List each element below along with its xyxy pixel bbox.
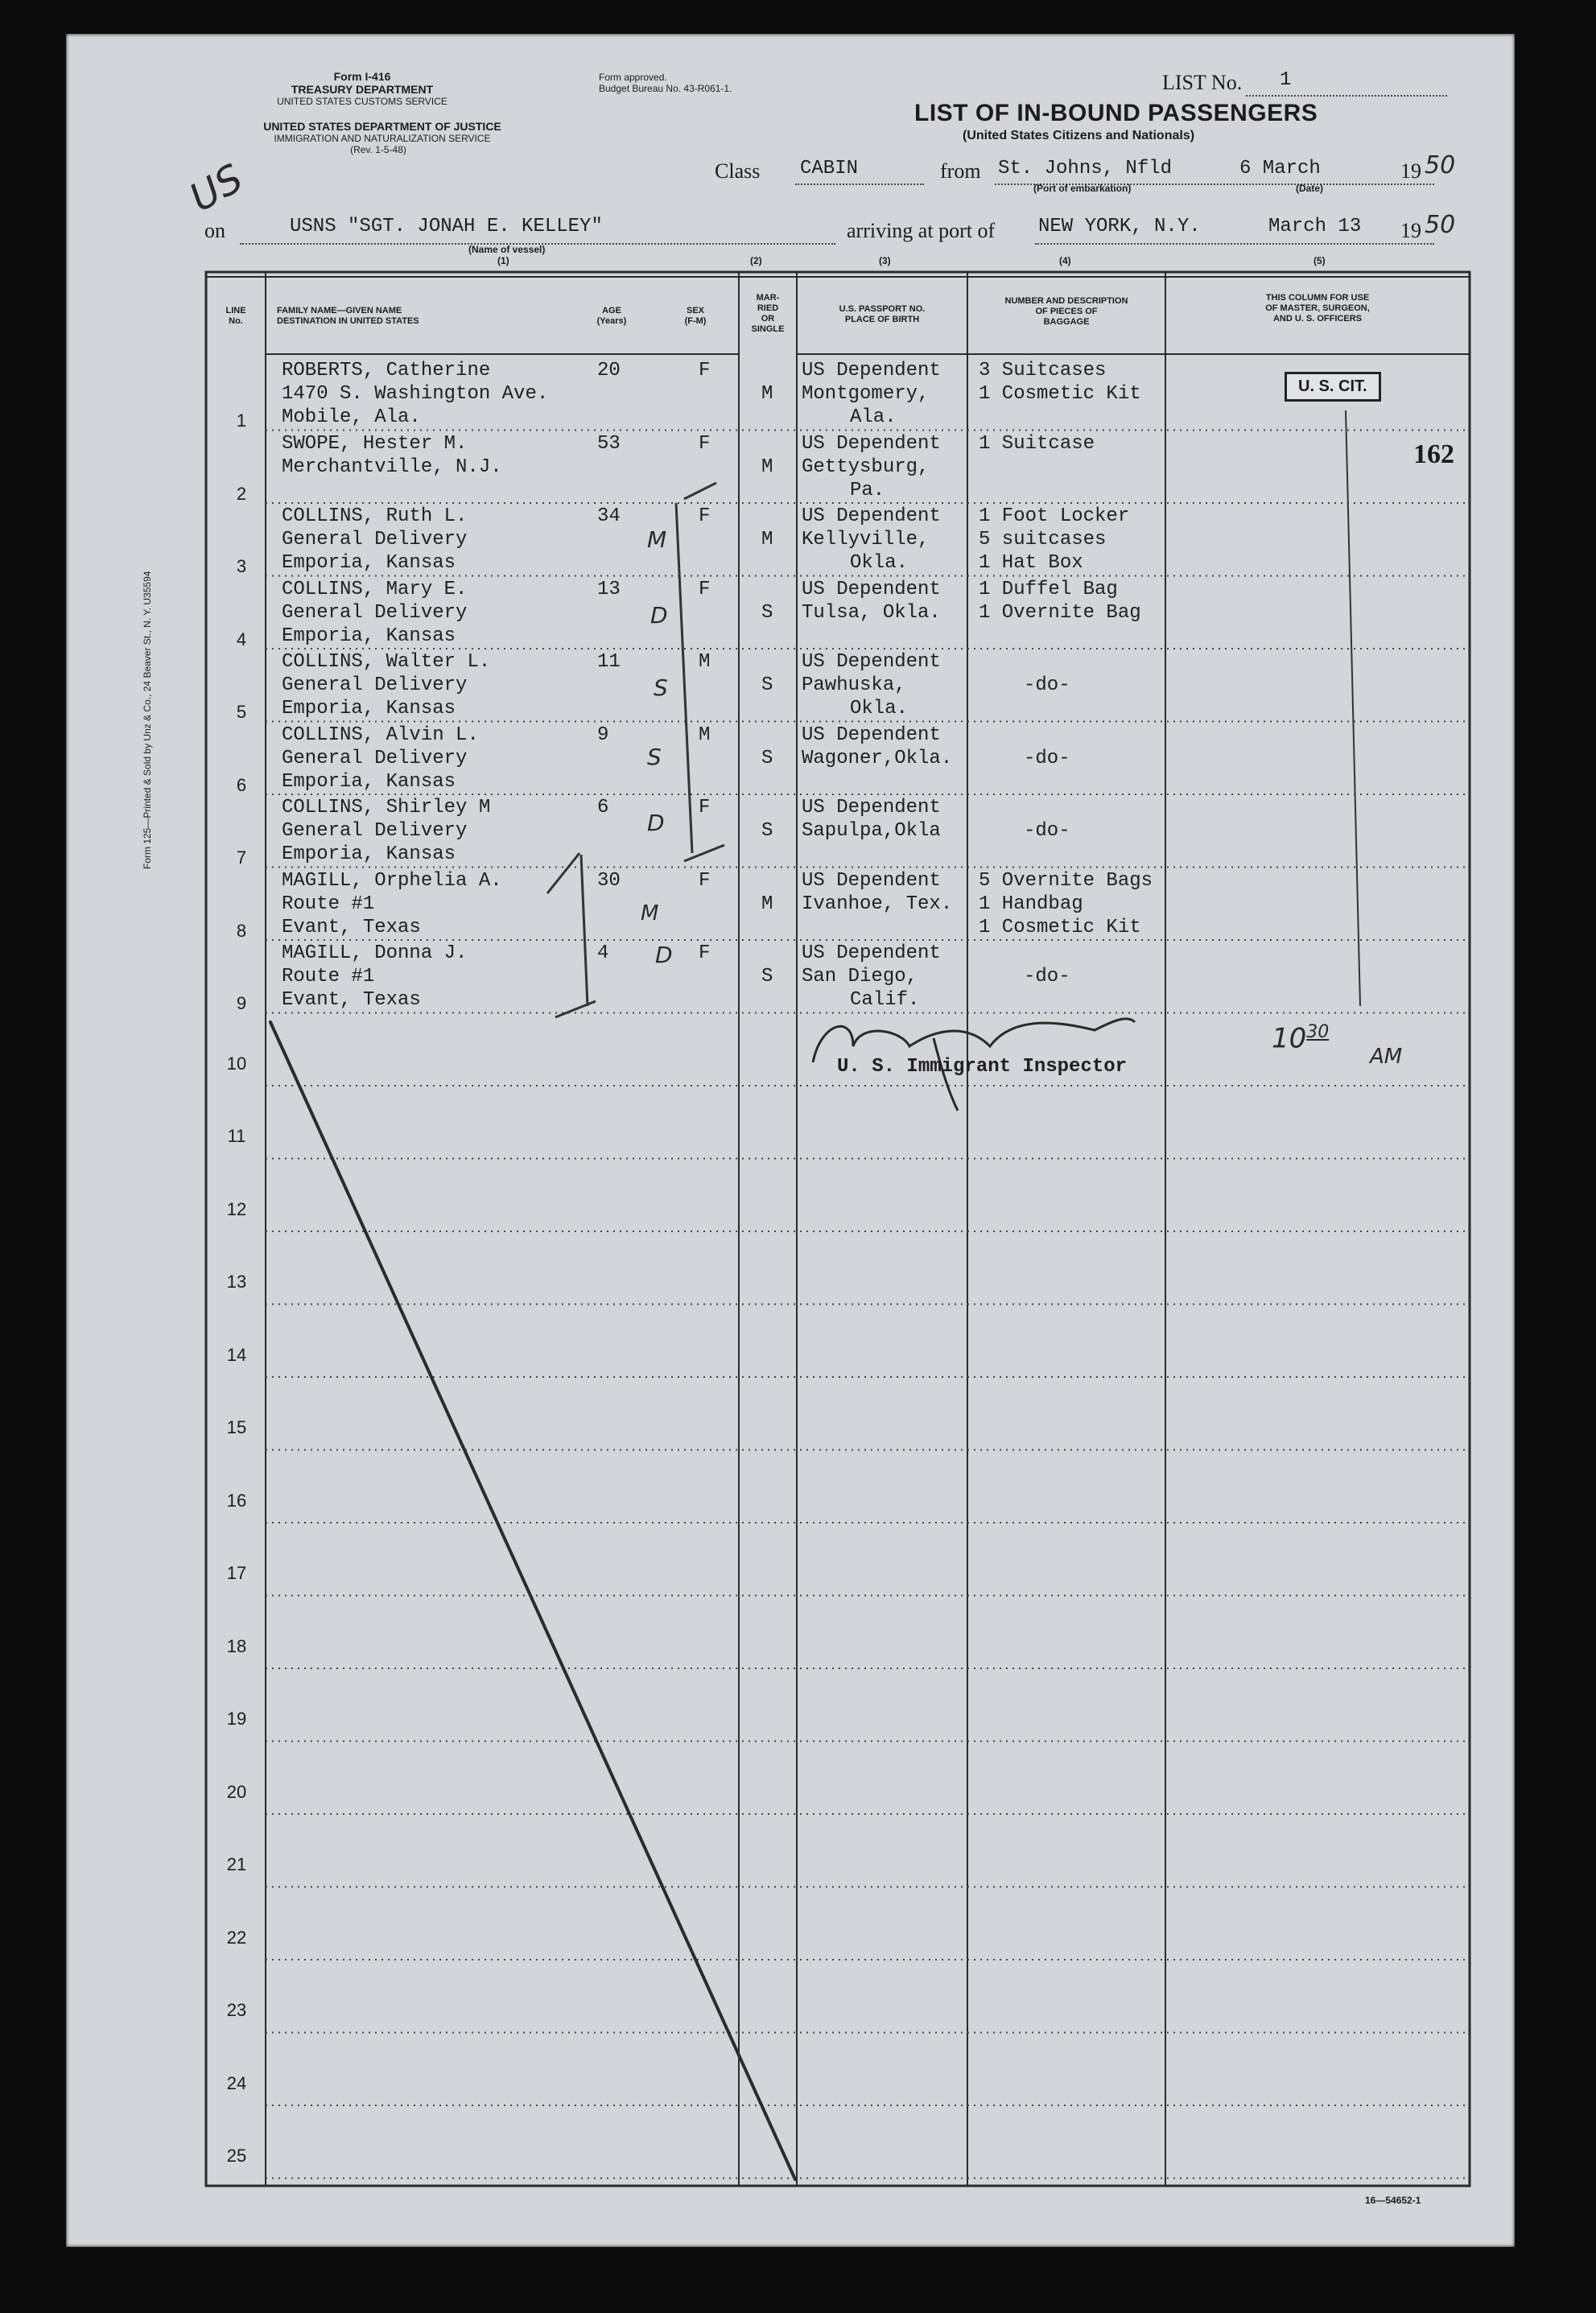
passenger-address-2: Emporia, Kansas bbox=[282, 552, 456, 574]
customs-service: UNITED STATES CUSTOMS SERVICE bbox=[277, 96, 447, 107]
colhead-line: LINE No. bbox=[225, 306, 246, 326]
passenger-marital: S bbox=[761, 674, 773, 696]
line-number: 23 bbox=[226, 2000, 247, 2020]
passenger-sex: M bbox=[699, 651, 711, 673]
baggage-line-1: 3 Suitcases bbox=[979, 360, 1107, 381]
passenger-age: 30 bbox=[597, 869, 621, 892]
vessel-caption: (Name of vessel) bbox=[468, 244, 546, 255]
vessel-name: USNS "SGT. JONAH E. KELLEY" bbox=[290, 216, 603, 237]
line-number: 3 bbox=[236, 556, 247, 576]
mark-magill-orphelia: M bbox=[641, 901, 659, 926]
passenger-age: 13 bbox=[597, 578, 621, 600]
passenger-marital: S bbox=[761, 601, 773, 624]
line-number: 13 bbox=[226, 1272, 247, 1292]
line-number: 7 bbox=[236, 847, 247, 868]
passenger-marital: S bbox=[761, 747, 773, 769]
passport-line-2: Wagoner,Okla. bbox=[802, 747, 953, 769]
mark-collins-ruth: M bbox=[647, 526, 667, 553]
col-ref-5: (5) bbox=[1314, 255, 1326, 266]
colhead-married: MAR- RIED OR SINGLE bbox=[751, 293, 785, 334]
passenger-sex: F bbox=[699, 578, 711, 600]
passport-line-1: US Dependent bbox=[802, 578, 941, 600]
arrival-year-prefix: 19 bbox=[1400, 219, 1421, 242]
justice-dept: UNITED STATES DEPARTMENT OF JUSTICE bbox=[263, 120, 501, 133]
passenger-address-1: General Delivery bbox=[282, 674, 468, 696]
embark-year-prefix: 19 bbox=[1400, 159, 1421, 183]
passenger-sex: F bbox=[699, 432, 711, 455]
passenger-age: 11 bbox=[597, 651, 621, 673]
revision: (Rev. 1-5-48) bbox=[350, 144, 406, 155]
baggage-line-2: 1 Handbag bbox=[979, 893, 1083, 915]
arrival-port: NEW YORK, N.Y. bbox=[1038, 216, 1201, 237]
passport-line-1: US Dependent bbox=[802, 432, 941, 455]
line-number: 22 bbox=[226, 1927, 247, 1948]
passenger-sex: M bbox=[699, 724, 711, 746]
footer-form-code: 16—54652-1 bbox=[1365, 2195, 1421, 2206]
passenger-address-1: General Delivery bbox=[282, 820, 468, 842]
passport-line-3: Calif. bbox=[850, 989, 920, 1011]
class-value: CABIN bbox=[800, 158, 859, 179]
line-number: 14 bbox=[226, 1344, 247, 1365]
passport-line-2: Ivanhoe, Tex. bbox=[802, 893, 953, 915]
passport-line-1: US Dependent bbox=[802, 360, 941, 381]
treasury-dept: TREASURY DEPARTMENT bbox=[291, 83, 434, 96]
col-ref-3: (3) bbox=[879, 255, 891, 266]
passport-line-2: Sapulpa,Okla bbox=[802, 820, 941, 842]
passport-line-2: Montgomery, bbox=[802, 383, 930, 405]
baggage-line-2: -do- bbox=[1024, 820, 1070, 842]
passenger-address-1: Route #1 bbox=[282, 966, 375, 987]
baggage-line-1: 1 Foot Locker bbox=[979, 505, 1130, 527]
line-number: 6 bbox=[236, 774, 247, 795]
baggage-line-2: 1 Overnite Bag bbox=[979, 601, 1141, 624]
passenger-name: ROBERTS, Catherine bbox=[282, 360, 491, 381]
colhead-sex: SEX (F-M) bbox=[684, 306, 707, 326]
passenger-address-1: 1470 S. Washington Ave. bbox=[282, 383, 549, 405]
mark-collins-walter: S bbox=[654, 674, 668, 701]
time-minutes: 30 bbox=[1306, 1022, 1330, 1042]
passenger-age: 34 bbox=[597, 505, 621, 527]
passenger-marital: M bbox=[761, 383, 773, 405]
passenger-address-2: Mobile, Ala. bbox=[282, 406, 421, 428]
passenger-name: SWOPE, Hester M. bbox=[282, 432, 468, 455]
passenger-age: 9 bbox=[597, 724, 609, 746]
ins-service: IMMIGRATION AND NATURALIZATION SERVICE bbox=[274, 133, 491, 144]
mark-collins-shirley: D bbox=[647, 810, 665, 836]
passenger-address-2: Emporia, Kansas bbox=[282, 698, 456, 719]
passenger-marital: M bbox=[761, 893, 773, 915]
line-number: 10 bbox=[226, 1053, 247, 1074]
passport-line-3: Okla. bbox=[850, 552, 909, 574]
line-number: 16 bbox=[226, 1490, 247, 1511]
passenger-address-1: General Delivery bbox=[282, 529, 468, 550]
passport-line-3: Pa. bbox=[850, 479, 885, 501]
passenger-sex: F bbox=[699, 869, 711, 892]
col-ref-2: (2) bbox=[750, 255, 762, 266]
line-number: 1 bbox=[236, 410, 247, 431]
baggage-line-3: 1 Hat Box bbox=[979, 552, 1083, 574]
line-number: 5 bbox=[236, 702, 247, 722]
page-subtitle: (United States Citizens and Nationals) bbox=[963, 129, 1195, 142]
colhead-age: AGE (Years) bbox=[596, 306, 627, 326]
page-number: 162 bbox=[1413, 439, 1454, 469]
inspector-label: U. S. Immigrant Inspector bbox=[837, 1056, 1128, 1078]
line-number: 12 bbox=[226, 1198, 247, 1219]
passenger-sex: F bbox=[699, 360, 711, 381]
line-number: 4 bbox=[236, 629, 247, 649]
colhead-name: FAMILY NAME—GIVEN NAME DESTINATION IN UNITED STATES bbox=[277, 306, 419, 326]
passenger-address-2: Emporia, Kansas bbox=[282, 843, 456, 865]
passport-line-3: Ala. bbox=[850, 406, 897, 428]
passport-line-1: US Dependent bbox=[802, 651, 941, 673]
budget-number: Budget Bureau No. 43-R061-1. bbox=[599, 83, 732, 94]
passport-line-2: Tulsa, Okla. bbox=[802, 601, 941, 624]
passenger-marital: M bbox=[761, 456, 773, 478]
passenger-age: 4 bbox=[597, 942, 609, 964]
mark-magill-donna: D bbox=[655, 942, 673, 968]
passport-line-3: Okla. bbox=[850, 698, 909, 719]
list-number: 1 bbox=[1280, 69, 1292, 91]
passenger-address-2: Evant, Texas bbox=[282, 916, 421, 938]
passport-line-2: Pawhuska, bbox=[802, 674, 906, 696]
list-label: LIST No. bbox=[1162, 71, 1243, 94]
baggage-line-2: -do- bbox=[1024, 674, 1070, 696]
passport-line-2: Gettysburg, bbox=[802, 456, 930, 478]
passenger-name: COLLINS, Walter L. bbox=[282, 651, 491, 673]
us-citizen-stamp: U. S. CIT. bbox=[1285, 372, 1381, 402]
line-number: 11 bbox=[227, 1126, 246, 1146]
baggage-line-1: 1 Duffel Bag bbox=[979, 578, 1118, 600]
passenger-name: MAGILL, Donna J. bbox=[282, 942, 468, 964]
passenger-address-1: General Delivery bbox=[282, 747, 468, 769]
passenger-sex: F bbox=[699, 505, 711, 527]
line-number: 24 bbox=[226, 2072, 247, 2093]
time-suffix: AM bbox=[1370, 1045, 1403, 1069]
passenger-age: 6 bbox=[597, 797, 609, 818]
handwritten-us: US bbox=[182, 155, 251, 221]
passenger-name: COLLINS, Shirley M bbox=[282, 797, 491, 818]
line-number: 19 bbox=[226, 1709, 247, 1729]
line-number: 15 bbox=[226, 1417, 247, 1437]
passenger-age: 53 bbox=[597, 432, 621, 455]
approval-note: Form approved. bbox=[599, 72, 667, 83]
passenger-name: COLLINS, Ruth L. bbox=[282, 505, 468, 527]
form-number: Form I-416 bbox=[333, 70, 391, 83]
line-number: 18 bbox=[226, 1635, 247, 1656]
passenger-address-1: General Delivery bbox=[282, 601, 468, 624]
arrival-year: 50 bbox=[1425, 211, 1456, 239]
passport-line-2: San Diego, bbox=[802, 966, 918, 987]
arrival-date: March 13 bbox=[1268, 216, 1362, 237]
passenger-marital: S bbox=[761, 966, 773, 987]
baggage-line-1: 5 Overnite Bags bbox=[979, 869, 1153, 892]
baggage-line-1: 1 Suitcase bbox=[979, 432, 1095, 455]
baggage-line-3: 1 Cosmetic Kit bbox=[979, 916, 1141, 938]
passenger-name: COLLINS, Alvin L. bbox=[282, 724, 479, 746]
embark-port: St. Johns, Nfld bbox=[998, 158, 1173, 179]
page-title: LIST OF IN-BOUND PASSENGERS bbox=[914, 100, 1318, 126]
col-ref-4: (4) bbox=[1059, 255, 1071, 266]
line-number: 9 bbox=[236, 993, 247, 1013]
passport-line-1: US Dependent bbox=[802, 869, 941, 892]
colhead-officers: THIS COLUMN FOR USE OF MASTER, SURGEON, AND U. S. OFFICERS bbox=[1265, 293, 1370, 324]
date-caption: (Date) bbox=[1296, 183, 1324, 194]
embark-year: 50 bbox=[1425, 151, 1456, 179]
passenger-address-2: Emporia, Kansas bbox=[282, 770, 456, 793]
passenger-address-1: Route #1 bbox=[282, 893, 375, 915]
port-caption: (Port of embarkation) bbox=[1033, 183, 1132, 194]
line-number: 17 bbox=[226, 1563, 247, 1583]
passenger-address-1: Merchantville, N.J. bbox=[282, 456, 502, 478]
col-ref-1: (1) bbox=[497, 255, 509, 266]
passenger-sex: F bbox=[699, 942, 711, 964]
passenger-age: 20 bbox=[597, 360, 621, 381]
passenger-address-2: Evant, Texas bbox=[282, 989, 421, 1011]
line-number: 20 bbox=[226, 1781, 247, 1802]
baggage-line-2: 5 suitcases bbox=[979, 529, 1107, 550]
baggage-line-2: -do- bbox=[1024, 966, 1070, 987]
line-number: 8 bbox=[236, 920, 247, 941]
class-label: Class bbox=[715, 159, 761, 183]
passport-line-1: US Dependent bbox=[802, 797, 941, 818]
line-number: 2 bbox=[236, 483, 247, 504]
mark-collins-alvin: S bbox=[647, 744, 662, 770]
printer-credit: Form 125—Printed & Sold by Unz & Co., 24 Beaver St., N. Y. U35594 bbox=[142, 571, 153, 869]
passenger-address-2: Emporia, Kansas bbox=[282, 625, 456, 647]
passport-line-1: US Dependent bbox=[802, 942, 941, 964]
passenger-sex: F bbox=[699, 797, 711, 818]
passenger-name: MAGILL, Orphelia A. bbox=[282, 869, 502, 892]
colhead-passport: U.S. PASSPORT NO. PLACE OF BIRTH bbox=[839, 304, 926, 324]
passenger-name: COLLINS, Mary E. bbox=[282, 578, 468, 600]
passport-line-1: US Dependent bbox=[802, 505, 941, 527]
colhead-baggage: NUMBER AND DESCRIPTION OF PIECES OF BAGGAGE bbox=[1004, 296, 1128, 327]
passenger-marital: S bbox=[761, 820, 773, 842]
time-hour: 10 bbox=[1272, 1022, 1307, 1055]
arrival-time bbox=[1272, 1022, 1329, 1054]
on-label: on bbox=[204, 219, 225, 242]
passport-line-1: US Dependent bbox=[802, 724, 941, 746]
embark-date: 6 March bbox=[1239, 158, 1321, 179]
passport-line-2: Kellyville, bbox=[802, 529, 930, 550]
arriving-label: arriving at port of bbox=[847, 219, 996, 242]
baggage-line-2: -do- bbox=[1024, 747, 1070, 769]
line-number: 21 bbox=[226, 1854, 247, 1874]
line-number: 25 bbox=[226, 2146, 247, 2166]
passenger-marital: M bbox=[761, 529, 773, 550]
baggage-line-2: 1 Cosmetic Kit bbox=[979, 383, 1141, 405]
mark-collins-mary: D bbox=[650, 602, 668, 629]
from-label: from bbox=[940, 159, 981, 183]
